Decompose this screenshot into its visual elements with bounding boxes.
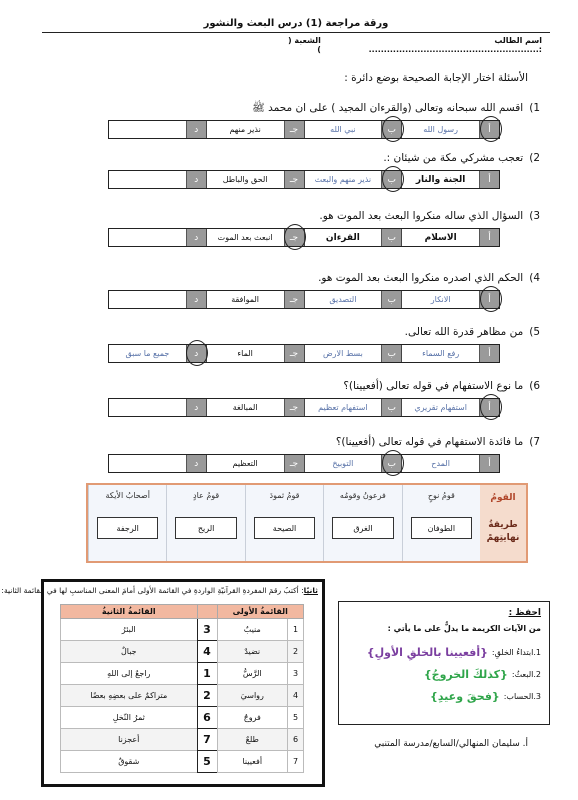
- people-answer-box[interactable]: الريح: [175, 517, 236, 539]
- option-3[interactable]: [206, 399, 304, 416]
- option-letter: ب: [381, 121, 401, 138]
- question-prompt: ما نوع الاستفهام في قوله تعالى (أفعيينا)؟: [343, 380, 524, 392]
- option-4[interactable]: [109, 229, 206, 246]
- question-number: 3): [529, 210, 540, 222]
- question-prompt: ما فائدة الاستفهام في قوله تعالى (أفعيينا)؟: [335, 436, 524, 448]
- options-row: [108, 454, 500, 473]
- table-row: [61, 685, 304, 707]
- option-2[interactable]: [304, 229, 402, 246]
- option-letter: أ: [479, 399, 499, 416]
- matching-cell-w: طلعٌ: [217, 729, 288, 751]
- matching-cell-w: رواسيَ: [217, 685, 288, 707]
- option-letter: ب: [381, 455, 401, 472]
- people-cell: [245, 485, 323, 561]
- question-prompt: الحكم الذي اصدره منكروا البعث بعد الموت هو.: [318, 272, 524, 284]
- option-1[interactable]: [401, 455, 499, 472]
- option-letter: جـ: [284, 291, 304, 308]
- option-letter: د: [186, 345, 206, 362]
- option-letter: أ: [479, 121, 499, 138]
- question-text: [343, 380, 540, 392]
- options-row: [108, 170, 500, 189]
- memorize-verse: {كذلكَ الخروجُ}: [423, 668, 508, 681]
- options-row: [108, 398, 500, 417]
- matching-cell-n: 5: [288, 707, 304, 729]
- answer-circle: [186, 340, 208, 366]
- question-prompt: تعجب مشركي مكة من شيئان :.: [383, 152, 524, 164]
- table-row: [61, 619, 304, 641]
- option-letter: ب: [381, 229, 401, 246]
- option-letter: ب: [381, 345, 401, 362]
- header-fields: [42, 36, 542, 54]
- answer-circle: [382, 450, 404, 476]
- answer-circle: [480, 286, 502, 312]
- matching-cell-m: أعجزنا: [61, 729, 198, 751]
- table-row: [61, 707, 304, 729]
- peoples-table: [86, 483, 528, 563]
- option-letter: د: [186, 399, 206, 416]
- option-1[interactable]: [401, 171, 499, 188]
- option-1[interactable]: [401, 345, 499, 362]
- peoples-head-cell: [480, 485, 526, 561]
- options-row: [108, 290, 500, 309]
- option-2[interactable]: [304, 345, 402, 362]
- option-letter: جـ: [284, 399, 304, 416]
- option-text: استفهام تعظيم: [318, 403, 368, 412]
- matching-cell-a[interactable]: 3: [197, 619, 217, 641]
- matching-cell-n: 6: [288, 729, 304, 751]
- memorize-question: من الآيات الكريمة ما يدلُّ على ما يأتي :: [387, 624, 541, 633]
- option-letter: أ: [479, 291, 499, 308]
- matching-cell-n: 7: [288, 751, 304, 773]
- option-text: الانكار: [430, 295, 451, 304]
- memorize-title: احفظ :: [508, 608, 541, 618]
- answer-circle: [480, 116, 502, 142]
- matching-exercise: [1, 579, 325, 787]
- option-letter: جـ: [284, 229, 304, 246]
- people-name: قومُ ثمودَ: [269, 491, 300, 500]
- matching-cell-w: فروجٌ: [217, 707, 288, 729]
- matching-cell-m: راجعٌ إلى اللهِ: [61, 663, 198, 685]
- question-number: 2): [529, 152, 540, 164]
- option-text: المبالغة: [232, 403, 258, 412]
- matching-cell-a[interactable]: 7: [197, 729, 217, 751]
- option-letter: أ: [479, 345, 499, 362]
- option-3[interactable]: [206, 455, 304, 472]
- memorize-label: 2.البعثُ:: [511, 670, 541, 679]
- options-row: [108, 344, 500, 363]
- table-row: [61, 641, 304, 663]
- option-letter: د: [186, 121, 206, 138]
- option-text: الماء: [237, 349, 253, 358]
- option-text: [109, 455, 186, 472]
- option-text: نذير منهم والبعث: [314, 175, 372, 184]
- options-row: [108, 120, 500, 139]
- matching-cell-a[interactable]: 6: [197, 707, 217, 729]
- teacher-signature: أ. سليمان المنهالي/السابع/مدرسة المتنبي: [374, 739, 528, 749]
- option-3[interactable]: [206, 121, 304, 138]
- matching-answer-header: [197, 605, 217, 619]
- matching-col2-header: القائمةُ الثانيةُ: [61, 605, 198, 619]
- option-4[interactable]: [109, 291, 206, 308]
- peoples-head-bottom: طريقةُ نهايتِهمْ: [486, 520, 520, 543]
- matching-cell-w: أفعيينا: [217, 751, 288, 773]
- option-text: [109, 121, 186, 138]
- people-cell: [402, 485, 480, 561]
- matching-title: ثانيًا: أكتبُ رقمَ المفردةِ القرآنيّةِ الواردةِ في القائمة الأولى أمامَ المعنى المناسبِ لها في القائمة الثانية:: [1, 586, 318, 595]
- matching-cell-w: نضيدٌ: [217, 641, 288, 663]
- question-number: 5): [529, 326, 540, 338]
- option-letter: أ: [479, 171, 499, 188]
- people-name: قومُ عادٍ: [193, 491, 220, 500]
- question-prompt: من مظاهر قدرة الله تعالى.: [404, 326, 524, 338]
- option-text: الاسلام: [424, 232, 457, 243]
- question-text: [319, 210, 540, 222]
- people-name: فرعونُ وقومُه: [339, 491, 386, 500]
- option-letter: جـ: [284, 455, 304, 472]
- memorize-box: [338, 601, 550, 725]
- option-text: الجنة والنار: [415, 174, 466, 185]
- matching-cell-a[interactable]: 1: [197, 663, 217, 685]
- people-cell: [88, 485, 166, 561]
- option-3[interactable]: [206, 345, 304, 362]
- matching-cell-a[interactable]: 4: [197, 641, 217, 663]
- option-letter: د: [186, 171, 206, 188]
- option-text: رسول الله: [423, 125, 458, 134]
- option-1[interactable]: [401, 229, 499, 246]
- question-number: 1): [529, 102, 540, 114]
- matching-cell-n: 2: [288, 641, 304, 663]
- matching-col1-header: القائمةُ الأولى: [217, 605, 304, 619]
- option-letter: د: [186, 291, 206, 308]
- matching-cell-w: منيبٌ: [217, 619, 288, 641]
- option-letter: جـ: [284, 171, 304, 188]
- option-text: الحق والباطل: [222, 175, 268, 184]
- question-number: 7): [529, 436, 540, 448]
- student-name-label: اسم الطالب :........................................................: [368, 36, 542, 54]
- table-row: [61, 663, 304, 685]
- option-text: التصديق: [329, 295, 357, 304]
- people-answer-box[interactable]: الرجفة: [97, 517, 158, 539]
- matching-cell-n: 4: [288, 685, 304, 707]
- memorize-label: 3.الحساب:: [503, 692, 541, 701]
- option-letter: ب: [381, 399, 401, 416]
- table-row: [61, 729, 304, 751]
- people-answer-box[interactable]: الطوفان: [411, 517, 472, 539]
- people-answer-box[interactable]: الصيحة: [254, 517, 315, 539]
- memorize-row: [430, 690, 541, 703]
- option-text: المدح: [431, 459, 450, 468]
- option-text: جميع ما سبق: [125, 349, 170, 358]
- option-text: انبعث بعد الموت: [217, 233, 273, 242]
- question-text: [318, 272, 540, 284]
- question-text: [336, 436, 540, 448]
- question-prompt: اقسم الله سبحانه وتعالى (والقرءان المجيد ) على ان محمد ﷺ: [252, 102, 524, 114]
- peoples-head-top: القومُ: [490, 493, 516, 503]
- header-divider: [42, 32, 550, 33]
- option-letter: جـ: [284, 121, 304, 138]
- answer-circle: [382, 116, 404, 142]
- option-text: القرءان: [325, 232, 360, 243]
- matching-cell-a[interactable]: 5: [197, 751, 217, 773]
- option-letter: جـ: [284, 345, 304, 362]
- question-number: 6): [529, 380, 540, 392]
- matching-cell-m: ثمرُ النّخلِ: [61, 707, 198, 729]
- matching-cell-m: شقوقٌ: [61, 751, 198, 773]
- option-letter: أ: [479, 229, 499, 246]
- option-letter: د: [186, 229, 206, 246]
- option-text: التعظيم: [232, 459, 258, 468]
- matching-cell-n: 1: [288, 619, 304, 641]
- question-number: 4): [529, 272, 540, 284]
- people-cell: [323, 485, 401, 561]
- people-answer-box[interactable]: الغرق: [332, 517, 393, 539]
- question-prompt: السؤال الذي ساله منكروا البعث بعد الموت هو.: [319, 210, 524, 222]
- division-label: الشعبة ( ): [287, 36, 321, 54]
- option-2[interactable]: [304, 291, 402, 308]
- table-row: [61, 751, 304, 773]
- people-cell: [166, 485, 244, 561]
- option-letter: أ: [479, 455, 499, 472]
- matching-cell-n: 3: [288, 663, 304, 685]
- option-letter: ب: [381, 291, 401, 308]
- matching-cell-m: البئرُ: [61, 619, 198, 641]
- people-name: أصحابُ الأيكة: [105, 491, 150, 500]
- option-letter: ب: [381, 171, 401, 188]
- option-text: [109, 229, 186, 246]
- option-text: رفع السماء: [422, 349, 460, 358]
- option-text: نذير منهم: [229, 125, 261, 134]
- option-text: [109, 399, 186, 416]
- option-text: استفهام تقريري: [414, 403, 467, 412]
- answer-circle: [480, 394, 502, 420]
- option-3[interactable]: [206, 291, 304, 308]
- matching-cell-w: الرَّسُّ: [217, 663, 288, 685]
- memorize-label: 1.ابتداءُ الخلقِ:: [491, 648, 541, 657]
- question-text: [405, 326, 540, 338]
- option-4[interactable]: [109, 455, 206, 472]
- option-4[interactable]: [109, 121, 206, 138]
- option-text: [109, 171, 186, 188]
- option-4[interactable]: [109, 399, 206, 416]
- option-text: بسط الارض: [322, 349, 363, 358]
- matching-table: [60, 604, 304, 773]
- option-3[interactable]: [206, 171, 304, 188]
- worksheet: [1, 14, 550, 794]
- matching-cell-m: جبالٌ: [61, 641, 198, 663]
- people-name: قومُ نوحٍ: [427, 491, 455, 500]
- matching-cell-m: متراكمٌ على بعضِهِ بعضًا: [61, 685, 198, 707]
- page-title: ورقة مراجعة (1) درس البعث والنشور: [203, 18, 389, 29]
- option-text: نبي الله: [330, 125, 356, 134]
- question-text: [383, 152, 540, 164]
- question-text: [252, 102, 540, 117]
- memorize-verse: {فحقَ وعيدِ}: [430, 690, 500, 703]
- memorize-row: [424, 668, 541, 681]
- option-text: الموافقة: [231, 295, 260, 304]
- instructions: الأسئلة اختار الإجابة الصحيحة بوضع دائرة :: [344, 72, 528, 84]
- answer-circle: [284, 224, 306, 250]
- option-text: التوبيخ: [332, 459, 354, 468]
- memorize-row: [367, 646, 541, 659]
- answer-circle: [382, 166, 404, 192]
- option-text: [109, 291, 186, 308]
- option-letter: د: [186, 455, 206, 472]
- memorize-verse: {أفعيينا بالخلقِ الأولِ}: [366, 646, 488, 659]
- matching-cell-a[interactable]: 2: [197, 685, 217, 707]
- option-2[interactable]: [304, 399, 402, 416]
- option-4[interactable]: [109, 171, 206, 188]
